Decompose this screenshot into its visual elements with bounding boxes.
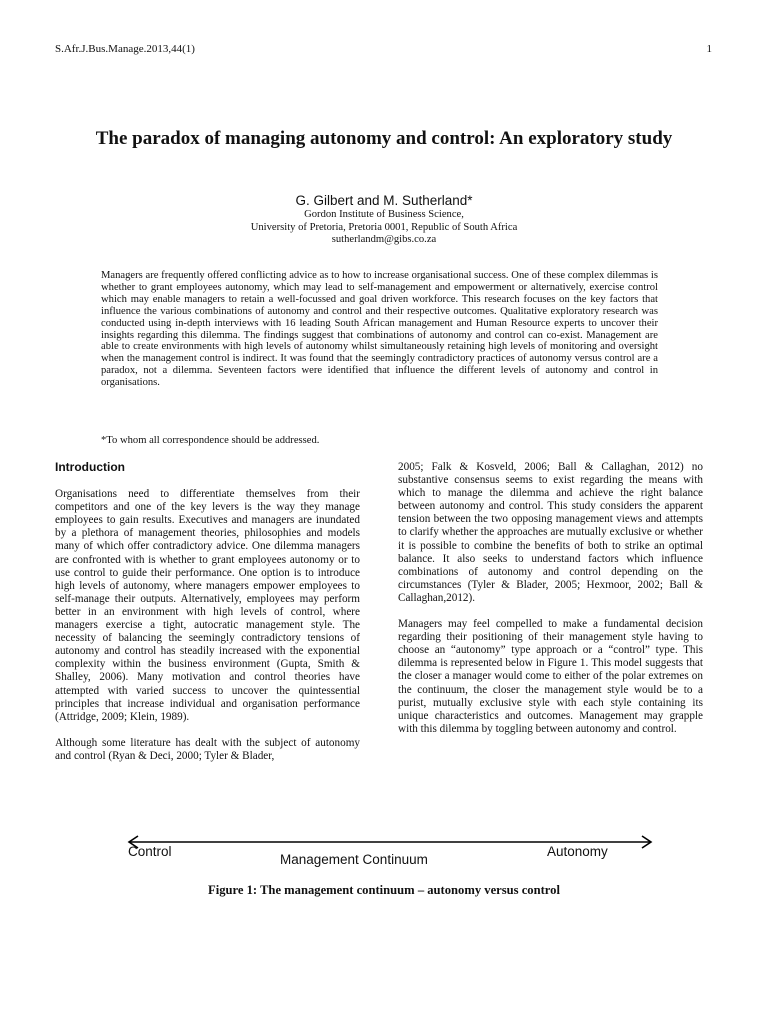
left-column: [55, 461, 360, 776]
right-column: [398, 461, 703, 749]
figure-management-continuum: [125, 832, 655, 872]
continuum-label-control: Control: [128, 844, 172, 859]
paper-authors: G. Gilbert and M. Sutherland*: [295, 193, 473, 208]
correspondence-footnote: *To whom all correspondence should be addressed.: [101, 435, 320, 446]
continuum-label-autonomy: Autonomy: [547, 844, 608, 859]
affiliation-address: University of Pretoria, Pretoria 0001, Republic of South Africa: [250, 221, 518, 233]
abstract: Managers are frequently offered conflicting advice as to how to increase organisational success. One of these complex dilemmas is whether to grant employees autonomy, which may lead to self-management and empowerment or alternatively, exercise control which may enable managers to retain a well-focussed and goal driven workforce. This research focuses on the key factors that influence the various combinations of autonomy and control and their respective outcomes. Qualitative exploratory research was conducted using in-depth interviews with 16 leading South African management and Human Resource experts to uncover their insights regarding this dilemma. The findings suggest that combinations of autonomy and control can co-exist. Management are able to create environments with high levels of autonomy whilst simultaneously retaining high levels of monitoring and oversight when the management control is indirect. It was found that the seemingly contradictory practices of autonomy versus control are a paradox, not a dilemma. Seventeen factors were identified that influence the different levels of autonomy and control in organisations.: [101, 270, 658, 389]
affiliation-email: sutherlandm@gibs.co.za: [331, 234, 437, 245]
journal-running-head: S.Afr.J.Bus.Manage.2013,44(1): [55, 43, 195, 55]
paragraph: Managers may feel compelled to make a fundamental decision regarding their positioning of their management style having to choose an “autonomy” type approach or a “control” type. This dilemma is represented below in Figure 1. This model suggests that the closer a manager would come to either of the polar extremes on the continuum, the closer the management style would be to a purist, mutually exclusive style with each style containing its unique characteristics and outcomes. Management may grapple with this dilemma by toggling between autonomy and control.: [398, 618, 703, 735]
figure-caption: Figure 1: The management continuum – autonomy versus control: [208, 883, 560, 897]
author-affiliation: [0, 209, 768, 247]
affiliation-institute: Gordon Institute of Business Science,: [304, 209, 464, 220]
paper-title: The paradox of managing autonomy and control: An exploratory study: [95, 128, 673, 149]
paragraph: Organisations need to differentiate themselves from their competitors and one of the key levers is the way they manage employees to gain results. Executives and managers are inundated by a plethora of management theories, philosophies and models many of which offer contradictory advice. One dilemma managers are confronted with is whether to grant employees autonomy or to use control to guide their performance. One option is to introduce high levels of autonomy, where managers empower employees to self-manage their outputs. Alternatively, employees may perform better in an environment with high levels of control, where managers exercise a tight, autocratic management style. The necessity of balancing the seemingly contradictory tensions of autonomy and control has steadily increased with the exponential complexity within the business environment (Gupta, Smith & Shalley, 2006). Many motivation and control theories have attempted with varied success to uncover the quintessential principles that increase individual and organisation performance (Attridge, 2009; Klein, 1989).: [55, 488, 360, 723]
page-number: 1: [706, 43, 712, 55]
paragraph: 2005; Falk & Kosveld, 2006; Ball & Callaghan, 2012) no substantive consensus seems to exist regarding the means with which to manage the dilemma and achieve the right balance between autonomy and control. This study considers the apparent tension between the two opposing management views and attempts to clarify whether the approaches are mutually exclusive or whether it is possible to combine the benefits of both to strike an optimal balance. It also seeks to understand factors which influence combinations of autonomy and control depending on the circumstances (Tyler & Blader, 2005; Hexmoor, 2002; Ball & Callaghan,2012).: [398, 461, 703, 604]
paragraph: Although some literature has dealt with the subject of autonomy and control (Ryan & Deci, 2000; Tyler & Blader,: [55, 736, 360, 762]
section-heading-introduction: Introduction: [55, 460, 125, 474]
continuum-label-center: Management Continuum: [280, 852, 428, 867]
